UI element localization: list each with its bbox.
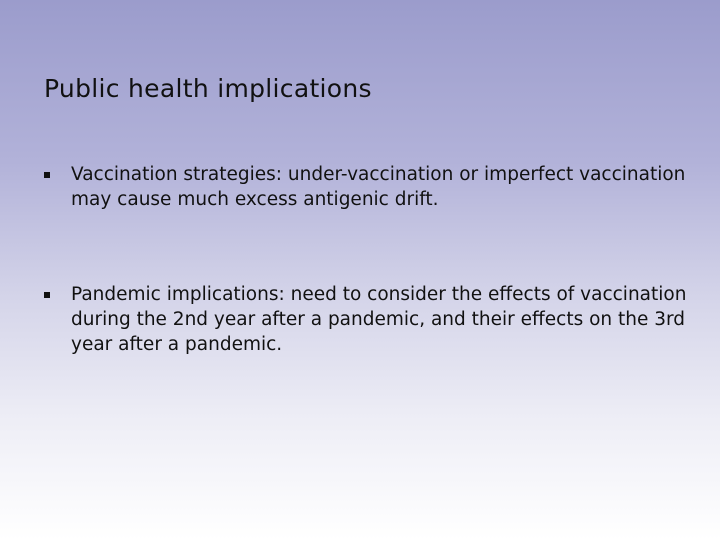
slide-title: Public health implications — [44, 74, 372, 103]
bullet-item-pandemic-implications — [44, 282, 694, 357]
square-bullet-icon — [44, 172, 50, 178]
square-bullet-icon — [44, 292, 50, 298]
bullet-text: Pandemic implications: need to consider the effects of vaccination during the 2nd year after a pandemic, and their effects on the 3rd year after a pandemic. — [71, 284, 687, 355]
bullet-item-vaccination-strategies — [44, 162, 694, 212]
bullet-list — [44, 162, 694, 357]
bullet-text: Vaccination strategies: under-vaccination or imperfect vaccination may cause much excess antigenic drift. — [71, 164, 686, 210]
